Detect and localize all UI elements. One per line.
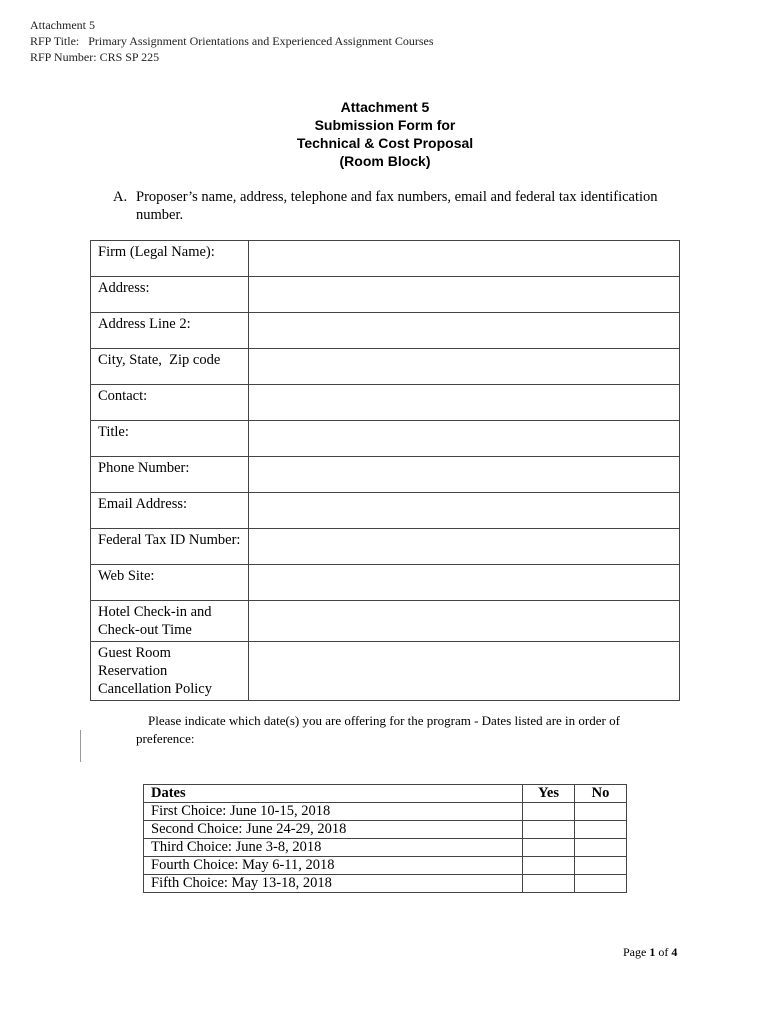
field-label: Title: <box>91 421 249 457</box>
contact-field[interactable] <box>249 385 680 421</box>
firm-name-field[interactable] <box>249 241 680 277</box>
phone-number-field[interactable] <box>249 457 680 493</box>
cancellation-policy-field[interactable] <box>249 642 680 701</box>
check-in-out-time-field[interactable] <box>249 601 680 642</box>
address-field[interactable] <box>249 277 680 313</box>
page-label: Page <box>623 945 647 959</box>
table-header-row <box>144 785 627 803</box>
table-row <box>144 821 627 839</box>
table-row <box>144 839 627 857</box>
address-line-2-field[interactable] <box>249 313 680 349</box>
table-row <box>144 857 627 875</box>
yes-column-header: Yes <box>523 785 575 803</box>
table-row <box>144 875 627 893</box>
field-label: Email Address: <box>91 493 249 529</box>
field-label: Phone Number: <box>91 457 249 493</box>
dates-column-header: Dates <box>144 785 523 803</box>
web-site-field[interactable] <box>249 565 680 601</box>
page-total: 4 <box>671 945 678 959</box>
table-row <box>91 313 680 349</box>
header-attachment: Attachment 5 <box>30 18 95 32</box>
field-label: Firm (Legal Name): <box>91 241 249 277</box>
section-a-text: Proposer’s name, address, telephone and fax numbers, email and federal tax identification number. <box>136 189 658 223</box>
table-row <box>91 642 680 701</box>
header-rfp-title: RFP Title: Primary Assignment Orientations and Experienced Assignment Courses <box>30 34 434 48</box>
no-checkbox[interactable] <box>575 821 627 839</box>
table-row <box>91 457 680 493</box>
document-title <box>0 98 770 170</box>
date-option: Third Choice: June 3-8, 2018 <box>144 839 523 857</box>
dates-table <box>143 784 627 893</box>
table-row <box>91 565 680 601</box>
email-address-field[interactable] <box>249 493 680 529</box>
field-label: Guest Room Reservation Cancellation Policy <box>91 642 249 701</box>
margin-change-bar <box>80 730 81 762</box>
yes-checkbox[interactable] <box>523 803 575 821</box>
city-state-zip-field[interactable] <box>249 349 680 385</box>
proposer-info-table <box>90 240 680 701</box>
title-line-1: Attachment 5 <box>340 99 430 115</box>
no-column-header: No <box>575 785 627 803</box>
table-row <box>91 385 680 421</box>
title-line-3: Technical & Cost Proposal <box>296 135 474 151</box>
title-line-2: Submission Form for <box>314 117 456 133</box>
field-label: City, State, Zip code <box>91 349 249 385</box>
table-row <box>91 241 680 277</box>
table-row <box>91 277 680 313</box>
yes-checkbox[interactable] <box>523 857 575 875</box>
title-field[interactable] <box>249 421 680 457</box>
section-a <box>113 188 693 224</box>
table-row <box>91 349 680 385</box>
table-row <box>91 529 680 565</box>
no-checkbox[interactable] <box>575 857 627 875</box>
table-row <box>144 803 627 821</box>
no-checkbox[interactable] <box>575 803 627 821</box>
field-label: Address: <box>91 277 249 313</box>
yes-checkbox[interactable] <box>523 839 575 857</box>
header-rfp-number: RFP Number: CRS SP 225 <box>30 50 160 64</box>
dates-instruction: Please indicate which date(s) you are offering for the program - Dates listed are in order of preference: <box>136 713 620 746</box>
no-checkbox[interactable] <box>575 875 627 893</box>
date-option: Second Choice: June 24-29, 2018 <box>144 821 523 839</box>
yes-checkbox[interactable] <box>523 821 575 839</box>
date-option: Fourth Choice: May 6-11, 2018 <box>144 857 523 875</box>
title-line-4: (Room Block) <box>339 153 431 169</box>
page-of: of <box>658 945 669 959</box>
page-current: 1 <box>649 945 656 959</box>
field-label: Address Line 2: <box>91 313 249 349</box>
page-number <box>623 945 677 960</box>
table-row <box>91 601 680 642</box>
no-checkbox[interactable] <box>575 839 627 857</box>
field-label: Hotel Check-in and Check-out Time <box>91 601 249 642</box>
date-option: Fifth Choice: May 13-18, 2018 <box>144 875 523 893</box>
field-label: Web Site: <box>91 565 249 601</box>
yes-checkbox[interactable] <box>523 875 575 893</box>
date-option: First Choice: June 10-15, 2018 <box>144 803 523 821</box>
field-label: Federal Tax ID Number: <box>91 529 249 565</box>
table-row <box>91 493 680 529</box>
field-label: Contact: <box>91 385 249 421</box>
section-a-marker: A. <box>113 189 128 205</box>
federal-tax-id-field[interactable] <box>249 529 680 565</box>
table-row <box>91 421 680 457</box>
